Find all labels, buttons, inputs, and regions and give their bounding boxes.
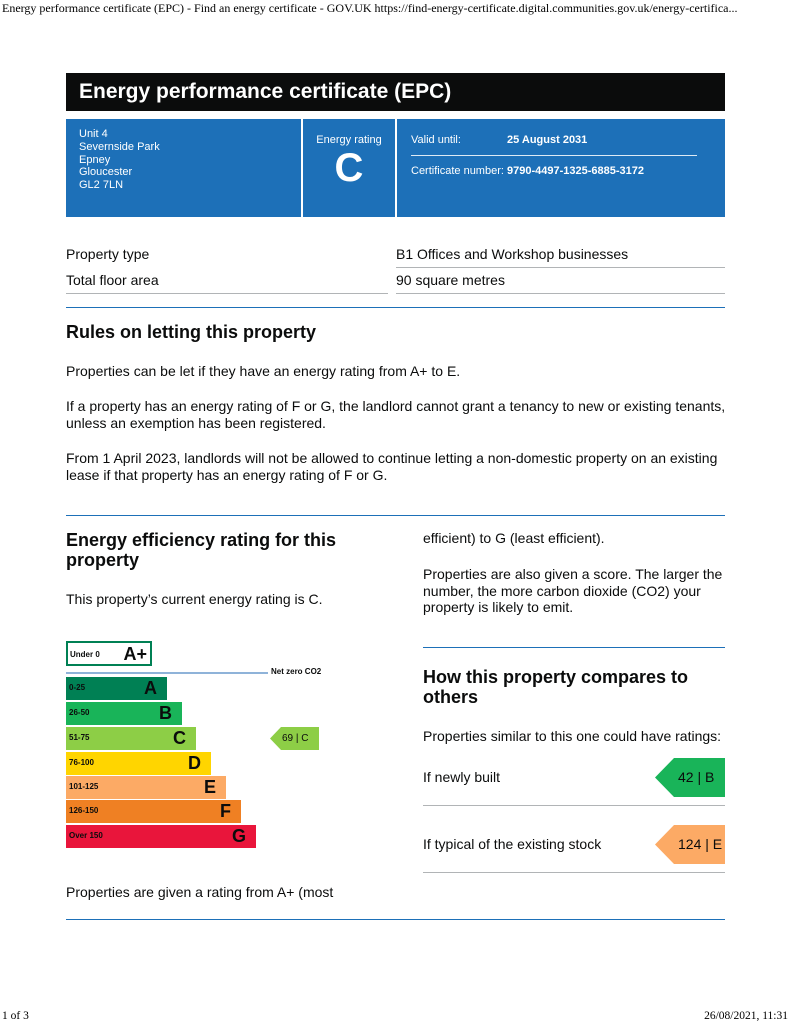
row-divider [423,872,725,873]
floor-area-label: Total floor area [66,272,159,288]
page-title: Energy performance certificate (EPC) [66,73,725,111]
rating-scale-text: Properties are given a rating from A+ (most [66,884,334,900]
band-range: 51-75 [69,733,90,742]
energy-rating-label: Energy rating [316,134,382,146]
print-datetime: 26/08/2021, 11:31 [704,1010,788,1022]
certificate-number-row [411,165,644,177]
band-letter: A [144,678,157,698]
rules-paragraph: Properties can be let if they have an energy rating from A+ to E. [66,363,461,379]
print-header: Energy performance certificate (EPC) - Find an energy certificate - GOV.UK https://find-energy-certificate.digital.communities.gov.uk/energy-certifica... [2,1,738,15]
band-range: Over 150 [69,831,103,840]
band-a [66,677,167,700]
existing-stock-label: If typical of the existing stock [423,836,602,852]
band-range: 76-100 [69,758,94,767]
valid-until-label: Valid until: [411,134,461,146]
band-range: 26-50 [69,708,90,717]
band-range: Under 0 [70,650,100,659]
existing-stock-rating-value: 124 | E [678,836,723,852]
band-letter: C [173,728,186,748]
valid-until-row [411,134,587,146]
row-divider [396,267,725,268]
newly-built-label: If newly built [423,769,501,785]
rules-heading: Rules on letting this property [66,322,317,342]
band-f [66,800,241,823]
energy-rating-letter: C [334,146,364,190]
band-letter: B [159,703,172,723]
property-type-value: B1 Offices and Workshop businesses [396,246,629,262]
band-d [66,752,211,775]
address-panel [66,119,301,217]
energy-rating-panel [303,119,395,217]
row-divider [396,293,725,294]
net-zero-line [66,672,268,674]
rules-paragraph: If a property has an energy rating of F or G, the landlord cannot grant a tenancy to new or existing tenants, unless an exemption has been registered. [66,398,726,431]
current-rating-marker-label: 69 | C [282,733,309,744]
property-type-row [66,244,725,268]
floor-area-row [66,270,725,294]
floor-area-value: 90 square metres [396,272,505,288]
band-letter: E [203,777,216,797]
section-divider [66,307,725,308]
details-divider [411,155,697,156]
efficiency-heading: Energy efficiency rating for this property [66,530,337,570]
band-a-plus [66,641,152,666]
comparison-intro: Properties similar to this one could have ratings: [423,728,722,744]
band-g [66,825,256,848]
rules-paragraph: From 1 April 2023, landlords will not be allowed to continue letting a non-domestic property on an existing lease if that property has an energy rating of F or G. [66,450,718,483]
current-rating-text: This property’s current energy rating is C. [66,591,323,607]
rating-scale-text-continued: efficient) to G (least efficient). [423,530,605,546]
band-letter: G [231,826,246,846]
address-line: Unit 4 [79,128,108,140]
certificate-number-label: Certificate number: [411,165,504,177]
certificate-details-panel [397,119,725,217]
row-divider [66,293,388,294]
address-line: Epney [79,153,111,166]
band-letter: F [220,801,231,821]
score-explanation-text: Properties are also given a score. The larger the number, the more carbon dioxide (CO2) your property is likely to emit. [423,566,723,615]
section-divider [66,515,725,516]
certificate-number-value: 9790-4497-1325-6885-3172 [507,165,645,177]
row-divider [423,805,725,806]
band-range: 126-150 [69,806,99,815]
band-e [66,776,226,799]
address-line: GL2 7LN [79,179,124,192]
band-b [66,702,182,725]
band-letter: A+ [123,644,147,664]
property-type-label: Property type [66,246,150,262]
band-letter: D [188,753,201,773]
net-zero-label: Net zero CO2 [271,667,322,676]
band-range: 0-25 [69,683,86,692]
address-line: Severnside Park [79,140,160,153]
newly-built-rating-value: 42 | B [678,769,715,785]
section-divider [66,919,725,920]
address-line: Gloucester [79,166,133,179]
comparison-heading: How this property compares to others [423,667,689,707]
valid-until-value: 25 August 2031 [507,134,588,146]
band-c [66,727,196,750]
page-indicator: 1 of 3 [2,1010,29,1022]
band-range: 101-125 [69,782,99,791]
section-divider [423,647,725,648]
